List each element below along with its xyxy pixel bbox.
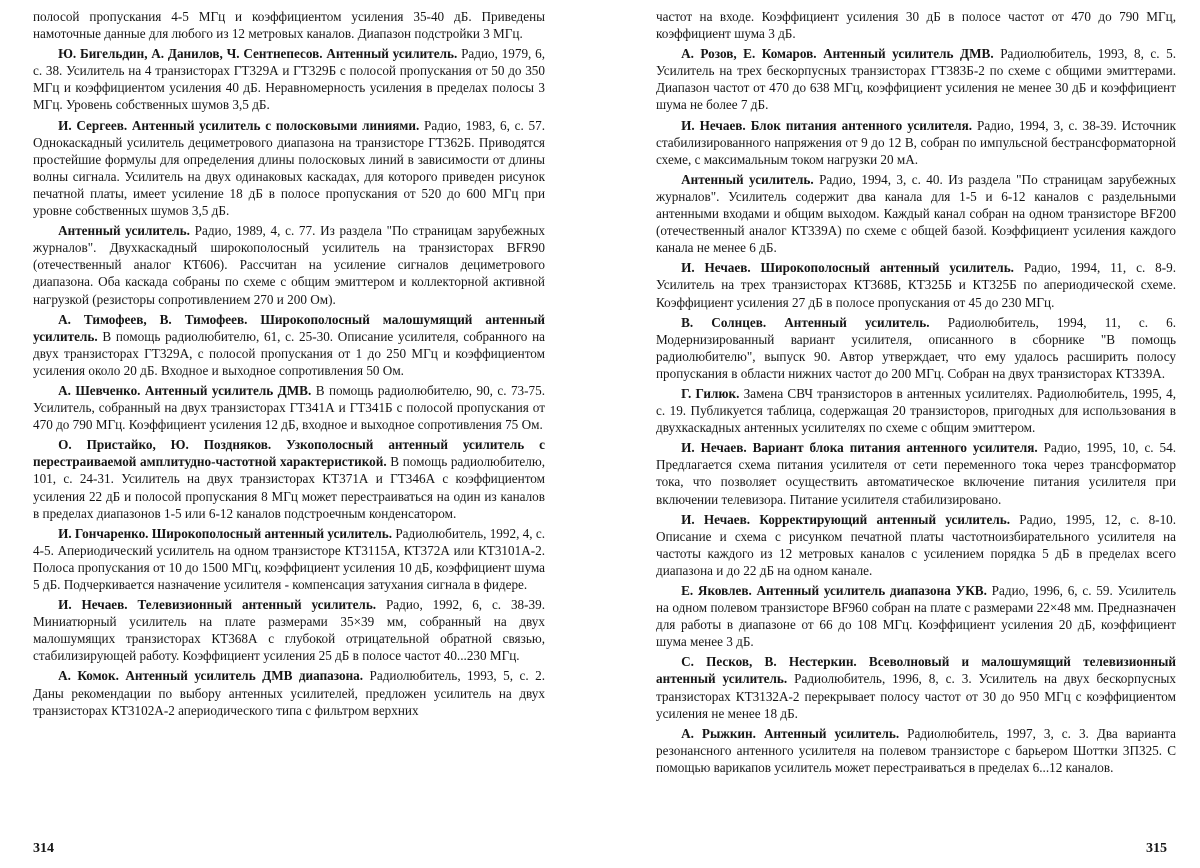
entry-title: Антенный усилитель.	[763, 725, 900, 741]
entry-description: Радио, 1994, 11, с. 8-9. Усилитель на трех транзисторах КТ368Б, КТ325Б и КТ325Б по апериодической схеме. Коэффициент усиления 27 дБ в полосе пропускания от 45 до 230 МГц.	[656, 260, 1177, 310]
bibliography-entry	[656, 653, 1176, 721]
entry-authors: И. Нечаев.	[681, 440, 747, 456]
entry-description: В помощь радиолюбителю, 101, с. 24-31. Усилитель на двух транзисторах КТ371А и ГТ346А с коэффициентом усиления 22 дБ и полосой пропускания 8 МГц может перестраиваться на один из каналов в пределах диапазонов 1-5 или 6-12 каналов подстроечным конденсатором.	[33, 454, 546, 521]
entry-authors: Г. Гилюк.	[681, 385, 740, 401]
entry-authors: И. Нечаев.	[58, 597, 128, 613]
entry-authors: В. Солнцев.	[681, 314, 767, 330]
entry-title: Антенный усилитель.	[326, 46, 458, 62]
entry-description: Радио, 1983, 6, с. 57. Однокаскадный усилитель дециметрового диапазона на транзисторе ГТ362Б. Приводятся простейшие формулы для определения длины полосковых линий в зависимости от длины волны сигнала. Усилитель на двух одинаковых каскадах, для которого приведен рисунок печатной платы, имеет усиление 18 дБ в полосе пропускания от 520 до 600 МГц при уровне собственных шумов 3,5 дБ.	[33, 117, 545, 219]
bibliography-entry	[33, 525, 545, 593]
right-page	[600, 0, 1200, 868]
entry-authors: Е. Яковлев.	[681, 583, 752, 598]
entry-description: В помощь радиолюбителю, 90, с. 73-75. Усилитель, собранный на двух транзисторах ГТ341А и ГТ341Б с полосой пропускания от 470 до 790 МГц. Коэффициент усиления 12 дБ, входное и выходное сопротивления 75 Ом.	[33, 382, 546, 433]
entry-title: Антенный усилитель.	[58, 223, 190, 239]
entry-title: Узкополосный антенный усилитель с перестраиваемой амплитудно-частотной характеристикой.	[33, 437, 545, 470]
continuation-paragraph: частот на входе. Коэффициент усиления 30 дБ в полосе частот от 470 до 790 МГц, коэффициент шума 3 дБ.	[656, 9, 1176, 42]
left-page-text-column	[33, 8, 545, 719]
page-number: 314	[33, 841, 54, 856]
entry-title: Широкополосный антенный усилитель.	[760, 260, 1014, 276]
entry-authors: А. Тимофеев, В. Тимофеев.	[58, 311, 248, 327]
entry-title: Вариант блока питания антенного усилителя.	[752, 440, 1038, 456]
entry-description: Радиолюбитель, 1992, 4, с. 4-5. Апериодический усилитель на одном транзисторе КТ3115А, КТ372А или КТ3101А-2. Полоса пропускания от 10 до 1500 МГц, коэффициент усиления 10 дБ, коэффициент шума 5 дБ. Подчеркивается назначение усилителя - компенсация затухания сигнала в фидере.	[33, 525, 545, 592]
bibliography-entry	[33, 382, 545, 433]
bibliography-entry	[656, 314, 1176, 382]
entry-description: Замена СВЧ транзисторов в антенных усилителях. Радиолюбитель, 1995, 4, с. 19. Публикуется таблица, содержащая 20 транзисторов, пригодных для использования в двухкаскадных антенных усилителях по схеме с общим эмиттером.	[656, 385, 1177, 436]
entry-authors: А. Рыжкин.	[681, 725, 756, 741]
bibliography-entry	[656, 117, 1176, 168]
entry-description: В помощь радиолюбителю, 61, с. 25-30. Описание усилителя, собранного на двух транзисторах ГТ329А, с полосой пропускания от 1 до 250 МГц и коэффициентом усиления около 20 дБ. Входное и выходное сопротивления 50 Ом.	[33, 328, 545, 378]
entry-description: Радио, 1979, 6, с. 38. Усилитель на 4 транзисторах ГТ329А и ГТ329Б с полосой пропускания от 50 до 350 МГц и коэффициентом усиления 40 дБ. Неравномерность усиления в пределах полосы 3 МГц. Уровень собственных шумов 3,5 дБ.	[33, 46, 546, 113]
bibliography-entry	[656, 171, 1176, 256]
entry-title: Всеволновый и малошумящий телевизионный антенный усилитель.	[656, 654, 1176, 687]
bibliography-entry	[656, 439, 1176, 507]
entry-title: Антенный усилитель ДМВ диапазона.	[125, 668, 364, 684]
entry-title: Антенный усилитель ДМВ.	[144, 382, 312, 398]
bibliography-entry	[656, 259, 1176, 310]
entry-description: Радио, 1994, 3, с. 38-39. Источник стабилизированного напряжения от 9 до 12 В, собран по импульсной бестрансформаторной схеме, с максимальным током нагрузки 20 мА.	[656, 117, 1177, 167]
entry-title: Телевизионный антенный усилитель.	[137, 597, 377, 613]
entry-authors: Ю. Бигельдин, А. Данилов, Ч. Сентнепесов.	[58, 46, 323, 62]
entry-description: Радио, 1996, 6, с. 59. Усилитель на одном полевом транзисторе BF960 собран на плате с размерами 22×48 мм. Предназначен для работы в диапазоне от 66 до 108 МГц. Коэффициент усиления 20 дБ, коэффициент шума менее 3 дБ.	[656, 583, 1177, 650]
entry-description: Радиолюбитель, 1993, 5, с. 2. Даны рекомендации по выбору антенных усилителей, предложен усилитель на двух транзисторах КТ3102А-2 апериодического типа с фильтром верхних	[33, 668, 546, 718]
entry-title: Корректирующий антенный усилитель.	[759, 511, 1010, 527]
entry-title: Антенный усилитель.	[681, 171, 814, 187]
entry-description: Радио, 1989, 4, с. 77. Из раздела "По страницам зарубежных журналов". Двухкаскадный широкополосный усилитель на транзисторах BFR90 (отечественный аналог КТ606). Рассчитан на усиление сигналов дециметрового диапазона. Оба каскада собраны по схеме с общим эмиттером и коллекторной активной нагрузкой (резисторы сопротивлением 270 и 200 Ом).	[33, 223, 546, 307]
entry-description: Радиолюбитель, 1994, 11, с. 6. Модернизированный вариант усилителя, описанного в сборнике "В помощь радиолюбителю", выпуск 90. Автор утверждает, что ему удалось расширить полосу пропускания в области нижних частот до 200 МГц. Собран на двух транзисторах КТ339А.	[656, 314, 1177, 381]
bibliography-entry	[33, 45, 545, 113]
bibliography-entry	[33, 596, 545, 664]
entry-description: Радиолюбитель, 1997, 3, с. 3. Два варианта резонансного антенного усилителя на полевом транзисторе с барьером Шоттки 3П325. С помощью варикапов усилитель может перестраиваться в пределах 6...12 каналов.	[656, 725, 1177, 775]
entry-authors: И. Сергеев.	[58, 117, 128, 133]
entry-list	[656, 45, 1176, 776]
entry-authors: С. Песков, В. Нестеркин.	[681, 654, 857, 670]
entry-title: Антенный усилитель.	[784, 314, 930, 330]
entry-title: Широкополосный малошумящий антенный усилитель.	[33, 311, 546, 344]
bibliography-entry	[33, 222, 545, 307]
entry-authors: О. Пристайко, Ю. Поздняков.	[58, 437, 272, 453]
entry-authors: А. Комок.	[58, 668, 119, 684]
entry-authors: А. Розов, Е. Комаров.	[681, 46, 817, 62]
entry-authors: И. Нечаев.	[681, 260, 751, 276]
bibliography-entry	[656, 385, 1176, 436]
bibliography-entry	[33, 117, 545, 220]
entry-description: Радио, 1992, 6, с. 38-39. Миниатюрный усилитель на плате размерами 35×39 мм, собранный на двух малошумящих транзисторах КТ368А с глубокой отрицательной обратной связью, стабилизирующей работу. Коэффициент усиления 25 дБ в полосе частот 40...230 МГц.	[33, 597, 546, 664]
bibliography-entry	[33, 667, 545, 718]
entry-title: Антенный усилитель с полосковыми линиями.	[131, 117, 420, 133]
entry-description: Радиолюбитель, 1993, 8, с. 5. Усилитель на трех бескорпусных транзисторах ГТ383Б-2 по схеме с общими эмиттерами. Диапазон частот от 470 до 638 МГц, коэффициент усиления не менее 30 дБ и коэффициент шума не более 7 дБ.	[656, 46, 1176, 113]
bibliography-entry	[656, 582, 1176, 650]
bibliography-entry	[656, 45, 1176, 113]
bibliography-entry	[656, 725, 1176, 776]
entry-description: Радио, 1994, 3, с. 40. Из раздела "По страницам зарубежных журналов". Усилитель содержит два канала для 1-5 и 6-12 каналов с раздельными антенными входами и общим выходом. Каждый канал собран на одном транзисторе BF200 (отечественный аналог КТ339А) по схеме с общей базой. Коэффициент усиления каждого канала не менее 6 дБ.	[656, 171, 1177, 256]
entry-authors: И. Нечаев.	[681, 117, 746, 133]
entry-authors: И. Гончаренко.	[58, 525, 149, 541]
entry-title: Антенный усилитель ДМВ.	[823, 46, 994, 62]
bibliography-entry	[33, 436, 545, 521]
entry-title: Блок питания антенного усилителя.	[750, 117, 973, 133]
entry-description: Радио, 1995, 12, с. 8-10. Описание и схема с рисунком печатной платы частотноизбирательного усилителя на частоты каждого из 12 метровых каналов с усилением порядка 5 дБ в пределах всего диапазона и до 22 дБ на одном канале.	[656, 511, 1177, 578]
entry-authors: И. Нечаев.	[681, 511, 751, 527]
entry-title: Антенный усилитель диапазона УКВ.	[756, 583, 987, 598]
right-page-text-column	[656, 8, 1176, 776]
bibliography-entry	[656, 511, 1176, 579]
entry-title: Широкополосный антенный усилитель.	[151, 525, 393, 541]
entry-description: Радио, 1995, 10, с. 54. Предлагается схема питания усилителя от сети переменного тока через трансформатор тока, что позволяет осуществить автоматическое включение питания усилителя при включении телевизора. Питание усилителя стабилизировано.	[656, 440, 1177, 507]
entry-authors: А. Шевченко.	[58, 382, 141, 398]
entry-description: Радиолюбитель, 1996, 8, с. 3. Усилитель на двух бескорпусных транзисторах КТ3132А-2 перекрывает полосу частот от 30 до 950 МГц с коэффициентом усиления не менее 18 дБ.	[656, 671, 1176, 721]
bibliography-entry	[33, 311, 545, 379]
entry-list	[33, 45, 545, 719]
continuation-paragraph: полосой пропускания 4-5 МГц и коэффициентом усиления 35-40 дБ. Приведены намоточные данные для любого из 12 метровых каналов. Диапазон подстройки 3 МГц.	[33, 9, 545, 42]
page-number: 315	[1146, 841, 1167, 856]
